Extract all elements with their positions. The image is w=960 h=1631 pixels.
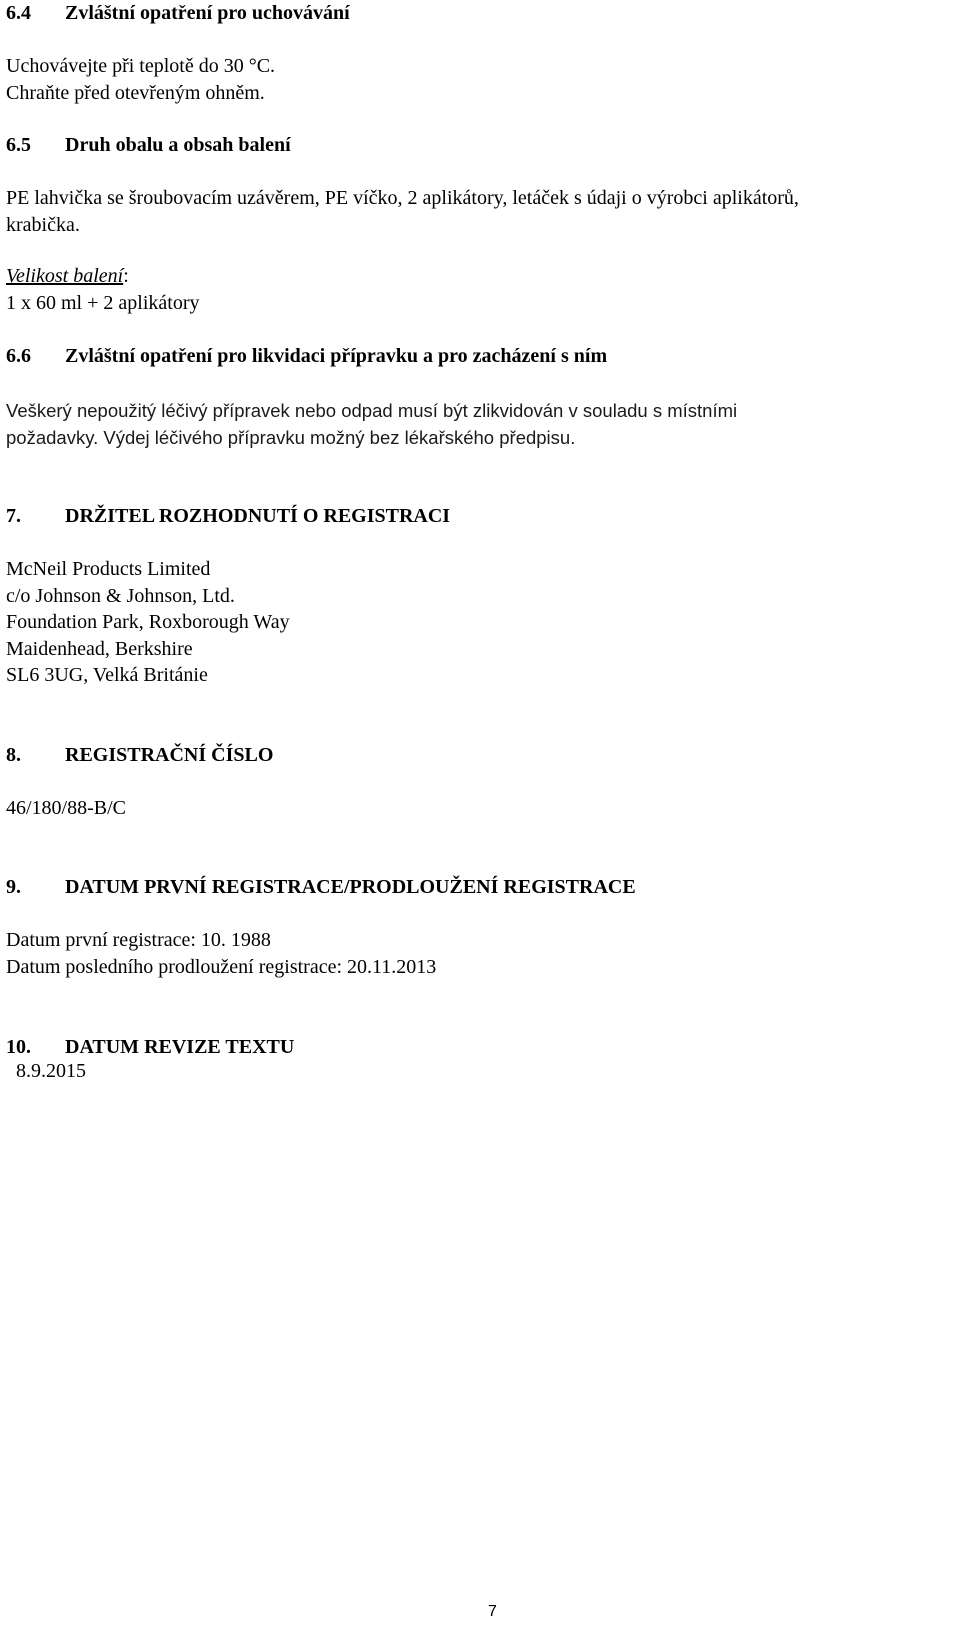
- page-number: 7: [488, 1603, 497, 1620]
- section-7-heading: [6, 503, 450, 530]
- section-10-heading: [6, 1034, 294, 1061]
- section-title: Druh obalu a obsah balení: [65, 134, 291, 156]
- first-registration-date: Datum první registrace: 10. 1988: [6, 929, 271, 951]
- pack-size-value: 1 x 60 ml + 2 aplikátory: [6, 292, 200, 314]
- holder-address-line-1: c/o Johnson & Johnson, Ltd.: [6, 585, 235, 607]
- section-6-5-heading: [6, 132, 291, 159]
- section-6-6-heading: [6, 343, 607, 370]
- section-number: 9.: [6, 876, 21, 898]
- section-number: 6.5: [6, 134, 31, 156]
- section-6-4-heading: [6, 0, 350, 27]
- pack-size-label: [6, 263, 129, 290]
- storage-temperature-text: Uchovávejte při teplotě do 30 °C.: [6, 55, 276, 77]
- section-title: DRŽITEL ROZHODNUTÍ O REGISTRACI: [65, 505, 451, 527]
- disposal-text-line-1: Veškerý nepoužitý léčivý přípravek nebo odpad musí být zlikvidován v souladu s místními: [6, 400, 738, 421]
- storage-fire-text: Chraňte před otevřeným ohněm.: [6, 82, 265, 104]
- packaging-text-line-1: PE lahvička se šroubovacím uzávěrem, PE víčko, 2 aplikátory, letáček s údaji o výrobci aplikátorů,: [6, 187, 799, 209]
- section-title: REGISTRAČNÍ ČÍSLO: [65, 744, 274, 766]
- holder-name: McNeil Products Limited: [6, 558, 211, 580]
- section-title: Zvláštní opatření pro uchovávání: [65, 2, 350, 24]
- holder-address-line-2: Foundation Park, Roxborough Way: [6, 611, 290, 633]
- last-renewal-date: Datum posledního prodloužení registrace: 20.11.2013: [6, 956, 437, 978]
- pack-size-label-colon: :: [123, 265, 129, 287]
- section-number: 10.: [6, 1036, 31, 1058]
- holder-address-line-3: Maidenhead, Berkshire: [6, 638, 193, 660]
- section-title: DATUM REVIZE TEXTU: [65, 1036, 295, 1058]
- section-8-heading: [6, 742, 273, 769]
- section-number: 6.4: [6, 2, 31, 24]
- section-number: 8.: [6, 744, 21, 766]
- registration-number: 46/180/88-B/C: [6, 797, 127, 819]
- disposal-text-line-2: požadavky. Výdej léčivého přípravku možný bez lékařského předpisu.: [6, 427, 576, 448]
- holder-address-line-4: SL6 3UG, Velká Británie: [6, 664, 208, 686]
- section-title: Zvláštní opatření pro likvidaci přípravku a pro zacházení s ním: [65, 345, 608, 367]
- section-number: 6.6: [6, 345, 31, 367]
- section-9-heading: [6, 874, 636, 901]
- section-number: 7.: [6, 505, 21, 527]
- section-title: DATUM PRVNÍ REGISTRACE/PRODLOUŽENÍ REGISTRACE: [65, 876, 636, 898]
- pack-size-label-text: Velikost balení: [6, 265, 124, 287]
- packaging-text-line-2: krabička.: [6, 214, 80, 236]
- revision-date: 8.9.2015: [16, 1060, 86, 1082]
